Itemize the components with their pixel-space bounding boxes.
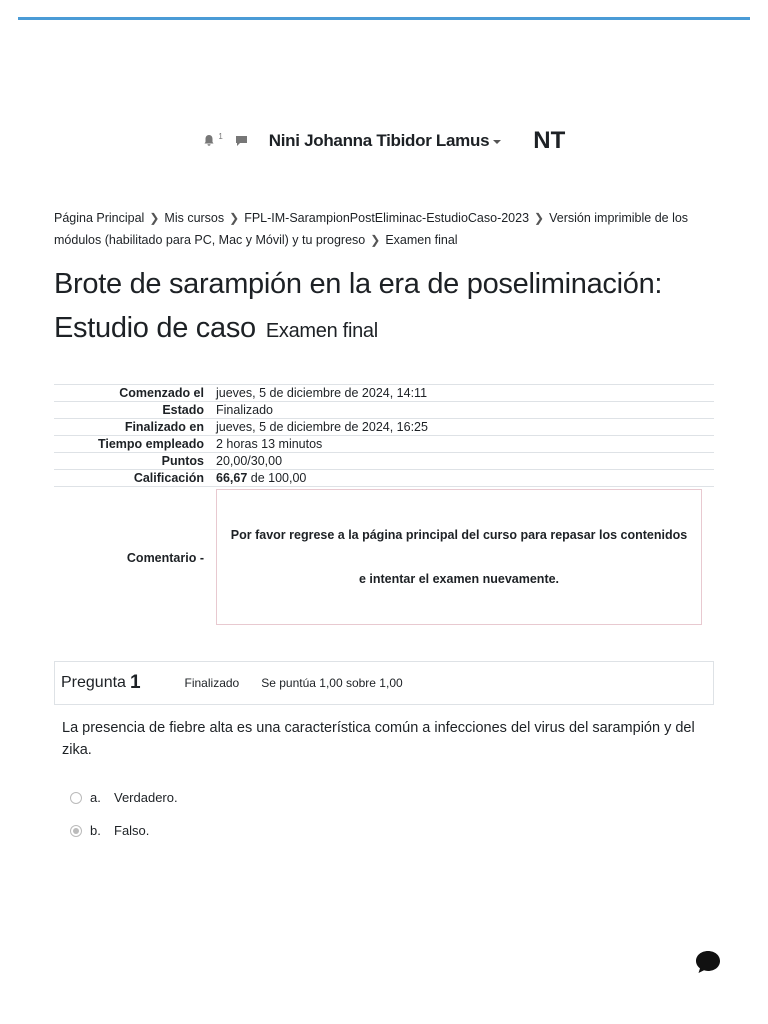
question-label: Pregunta (61, 674, 126, 691)
caret-down-icon (493, 140, 501, 144)
chevron-right-icon: ❯ (149, 211, 160, 225)
summary-value: Finalizado (212, 402, 714, 419)
attempt-summary-table (54, 384, 714, 628)
summary-label: Estado (54, 402, 212, 419)
summary-row (54, 436, 714, 453)
comment-label: Comentario - (54, 487, 212, 629)
page-title (54, 262, 734, 353)
summary-label: Comenzado el (54, 385, 212, 402)
question-state: Finalizado (184, 676, 240, 690)
summary-row-grade (54, 470, 714, 487)
summary-value: 2 horas 13 minutos (212, 436, 714, 453)
avatar[interactable]: NT (533, 127, 566, 154)
summary-row (54, 419, 714, 436)
breadcrumb-item-exam[interactable]: Examen final (385, 233, 458, 247)
breadcrumb-item-courses[interactable]: Mis cursos (164, 211, 225, 225)
breadcrumb (54, 207, 714, 251)
summary-value: jueves, 5 de diciembre de 2024, 16:25 (212, 419, 714, 436)
breadcrumb-item-course[interactable]: FPL-IM-SarampionPostEliminac-EstudioCaso-2023 (244, 211, 530, 225)
question-text: La presencia de fiebre alta es una característica común a infecciones del virus del sarampión y del zika. (62, 720, 695, 758)
summary-row (54, 385, 714, 402)
summary-label: Tiempo empleado (54, 436, 212, 453)
grade-suffix: de 100,00 (250, 471, 307, 485)
top-accent-bar (18, 17, 750, 20)
answer-text: Falso. (114, 823, 150, 838)
question-number: 1 (129, 672, 141, 693)
radio-button[interactable] (70, 792, 82, 804)
answer-text: Verdadero. (114, 790, 178, 805)
user-name-dropdown[interactable] (269, 131, 501, 151)
comment-cell (212, 487, 714, 629)
summary-row-comment (54, 487, 714, 629)
answer-letter: b. (90, 823, 101, 838)
notification-count: 1 (218, 132, 223, 141)
page-title-text: Brote de sarampión en la era de poseliminación: Estudio de caso (54, 268, 663, 344)
summary-value: jueves, 5 de diciembre de 2024, 14:11 (212, 385, 714, 402)
question-info-box (54, 661, 714, 705)
user-menu-bar (0, 126, 768, 156)
grade-value: 66,67 (216, 471, 248, 485)
answer-option-a[interactable] (70, 790, 178, 805)
summary-row (54, 453, 714, 470)
message-icon[interactable] (235, 135, 249, 147)
feedback-box (216, 489, 702, 625)
feedback-line: Por favor regrese a la página principal del curso para repasar los contenidos (230, 528, 688, 542)
answer-option-b[interactable] (70, 823, 149, 838)
chevron-right-icon: ❯ (534, 211, 545, 225)
summary-label: Finalizado en (54, 419, 212, 436)
breadcrumb-item-home[interactable]: Página Principal (54, 211, 145, 225)
chevron-right-icon: ❯ (229, 211, 240, 225)
feedback-line: e intentar el examen nuevamente. (358, 572, 560, 586)
summary-row (54, 402, 714, 419)
chevron-right-icon: ❯ (370, 233, 381, 247)
summary-label: Puntos (54, 453, 212, 470)
breadcrumb-item-printable[interactable]: Versión imprimible de los módulos (habilitado para PC, Mac y Móvil) y tu progreso (54, 211, 689, 247)
grade-label: Calificación (54, 470, 212, 487)
user-name: Nini Johanna Tibidor Lamus (268, 131, 490, 150)
page-subtitle: Examen final (265, 320, 378, 342)
summary-value: 20,00/30,00 (212, 453, 714, 470)
answer-letter: a. (90, 790, 101, 805)
radio-button-selected[interactable] (70, 825, 82, 837)
bell-icon[interactable] (203, 132, 223, 148)
chat-bubble-icon[interactable] (694, 949, 722, 975)
question-grade: Se puntúa 1,00 sobre 1,00 (261, 676, 403, 690)
grade-cell (212, 470, 714, 487)
